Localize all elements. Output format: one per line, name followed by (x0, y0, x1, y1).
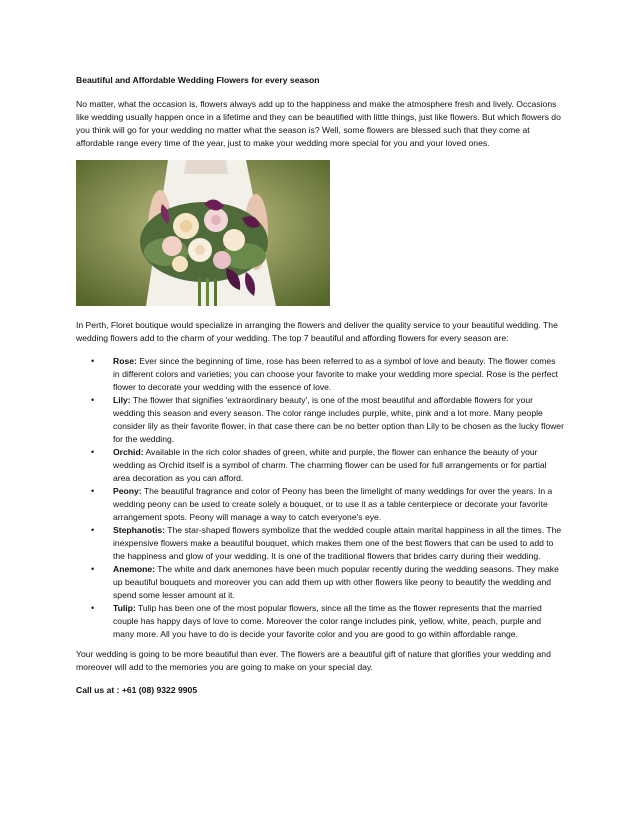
intro-paragraph: No matter, what the occasion is, flowers always add up to the happiness and make the atmosphere fresh and lively. Occasions like wedding usually happen once in a lifetime and they can be beautified with little things, just like flowers. But which flowers do you think will go for your wedding no matter what the season is? Well, some flowers are blessed such that they come at affordable range every time of the year, just to make your wedding more special for you and your loved ones. (76, 99, 561, 148)
flower-description: Tulip has been one of the most popular flowers, since all the time as the flower represents that the married couple has happy days of love to come. Moreover the color range includes pink, yellow, white, peach, purple and many more. All you have to do is decide your favorite color and you are good to go within affordable range. (113, 603, 542, 639)
closing-paragraph: Your wedding is going to be more beautiful than ever. The flowers are a beautiful gift of nature that glorifies your wedding and moreover will add to the memories you are going to make on your special day. (76, 649, 551, 672)
bullet-icon: • (91, 447, 95, 457)
contact-label: Call us at : (76, 685, 122, 695)
list-item (76, 485, 564, 524)
flower-name: Tulip: (113, 603, 136, 613)
bullet-icon: • (91, 603, 95, 613)
flower-name: Stephanotis: (113, 525, 166, 535)
flower-name: Anemone: (113, 564, 156, 574)
intro-paragraph-2: In Perth, Floret boutique would specialize in arranging the flowers and deliver the quality service to your beautiful wedding. The wedding flowers add to the charm of your wedding. The top 7 beautiful and affording flowers for every season are: (76, 320, 558, 343)
flower-description: The star-shaped flowers symbolize that the wedded couple attain marital happiness in all the times. The inexpensive flowers make a beautiful bouquet, which makes them one of the best flowers that can be used to add to the happiness and glow of your wedding. It is one of the traditional flowers that brides carry during their wedding. (113, 525, 562, 561)
list-item (76, 446, 564, 485)
list-item (76, 524, 564, 563)
bouquet-photo (76, 160, 330, 306)
flower-description: The flower that signifies 'extraordinary beauty', is one of the most beautiful and affordable flowers for your wedding this season and every season. The color range includes purple, white, pink and a lot more. Many people consider lily as their favorite flower, in that case there can be no better option than Lily to be chosen as the lucky flower for the wedding. (113, 395, 564, 444)
flower-description: The white and dark anemones have been much popular recently during the wedding seasons. They make up beautiful bouquets and moreover you can add them up with other flowers like peony to beautify the wedding and spend some lesser amount at it. (113, 564, 559, 600)
list-item (76, 394, 564, 446)
list-item (76, 563, 564, 602)
bullet-icon: • (91, 395, 95, 405)
article-title: Beautiful and Affordable Wedding Flowers for every season (76, 75, 320, 85)
contact-line (76, 684, 564, 697)
document-content (76, 74, 564, 706)
flower-name: Orchid: (113, 447, 144, 457)
flower-name: Rose: (113, 356, 137, 366)
bullet-icon: • (91, 564, 95, 574)
list-item (76, 602, 564, 641)
bouquet-illustration (76, 160, 330, 306)
flower-name: Lily: (113, 395, 131, 405)
flower-description: The beautiful fragrance and color of Peony has been the limelight of many weddings for over the years. In a wedding peony can be used to create solely a bouquet, or to use it as a table centerpiece or decorate your favorite arrangement spots. Peony will manage a way to catch everyone's eye. (113, 486, 553, 522)
bullet-icon: • (91, 356, 95, 366)
flower-description: Available in the rich color shades of green, white and purple, the flower can enhance the beauty of your wedding as Orchid itself is a symbol of charm. The charming flower can be used for full arrangements or for partial area decoration as you can afford. (113, 447, 547, 483)
flower-name: Peony: (113, 486, 142, 496)
list-item (76, 355, 564, 394)
flower-description: Ever since the beginning of time, rose has been referred to as a symbol of love and beauty. The flower comes in different colors and varieties; you can choose your favorite to make your wedding more special. Rose is the perfect flower to decorate your wedding with the essence of love. (113, 356, 559, 392)
bullet-icon: • (91, 486, 95, 496)
flower-list (76, 355, 564, 641)
contact-phone: +61 (08) 9322 9905 (121, 685, 198, 695)
bullet-icon: • (91, 525, 95, 535)
